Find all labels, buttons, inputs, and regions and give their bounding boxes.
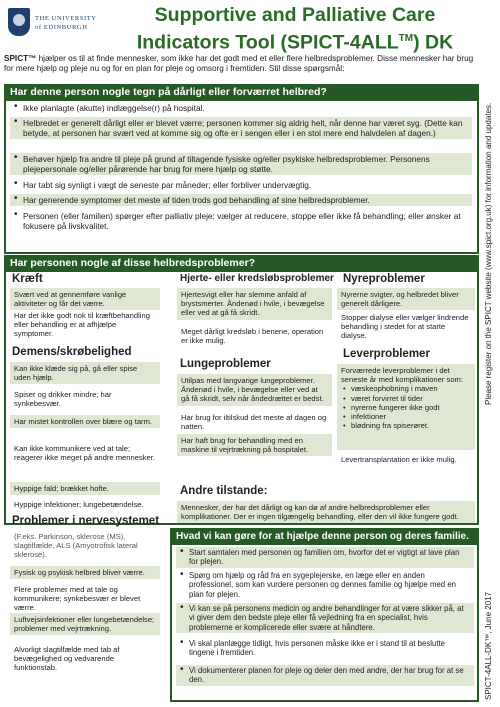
section3-heading: Hvad vi kan gøre for at hjælpe denne person og deres familie. bbox=[170, 528, 479, 545]
demens-item: Hyppige infektioner; lungebetændelse. bbox=[14, 500, 144, 509]
andre-text: Mennesker, der har det dårligt og kan dø af andre helbredsproblemer eller komplikationer. Der er ingen tilgængelig behandling, eller den vil ikke fungere godt. bbox=[177, 501, 475, 523]
lever-extra: Levertransplantation er ikke mulig. bbox=[341, 455, 457, 464]
lever-intro: Forværrede leverproblemer i det seneste år med komplikationer som: bbox=[341, 366, 463, 385]
title-line2-suffix: ) DK bbox=[413, 31, 454, 54]
nyre-item: Stopper dialyse eller vælger lindrende behandling i stedet for at starte dialyse. bbox=[341, 313, 469, 341]
lunge-heading: Lungeproblemer bbox=[180, 358, 271, 370]
lunge-item: Utilpas med langvarige lungeproblemer. Åndenød i hvile, i bevægelse eller ved at gå få skridt, selv når åndedrættet er bedst. bbox=[177, 374, 332, 406]
section1-item: • Personen (eller familien) spørger efter palliativ pleje; vælger at reducere, stoppe eller ikke få behandling; eller ønsker at fokusere på livskvalitet. bbox=[10, 210, 472, 232]
nyre-heading: Nyreproblemer bbox=[343, 273, 425, 285]
section3-item: • Start samtalen med personen og familien om, hvorfor det er vigtigt at lave plan for plejen. bbox=[176, 547, 474, 568]
intro-body: hjælper os til at finde mennesker, som ikke har det godt med et eller flere helbredsproblemer. Disse mennesker har brug for mere hjælp og pleje nu og for en plan for pleje og omsorg i fremtiden. Stil disse spørgsmål: bbox=[4, 54, 474, 73]
lever-heading: Leverproblemer bbox=[343, 348, 430, 360]
lever-bullet: • blødning fra spiserøret. bbox=[351, 421, 471, 430]
section3-item: • Vi skal planlægge tidligt, hvis personen måske ikke er i stand til at beslutte tingene i fremtiden. bbox=[176, 638, 474, 659]
title-line2 bbox=[110, 27, 480, 55]
university-logo bbox=[8, 8, 108, 48]
lever-box bbox=[337, 364, 475, 450]
kraeft-item: Har det ikke godt nok til kræftbehandling eller behandling er at afhjælpe symptomer. bbox=[14, 311, 150, 339]
section1-item: • Behøver hjælp fra andre til pleje på grund af tiltagende fysiske og/eller psykiske helbredsproblemer. Personens plejepersonale og/eller pårørende har brug for mere hjælp og støtte. bbox=[10, 153, 472, 175]
nerve-subtitle: (F.eks. Parkinson, sklerose (MS), slagtilfælde, ALS (Amyotrofisk lateral sklerose). bbox=[14, 532, 138, 560]
hjerte-item: Hjertesvigt eller har slemme anfald af brystsmerter. Åndenød i hvile, i bevægelse eller ved at gå få skridt. bbox=[177, 288, 332, 320]
section1-item: • Ikke planlagte (akutte) indlæggelse(r) på hospital. bbox=[10, 102, 472, 114]
title-line1: Supportive and Palliative Care bbox=[154, 4, 436, 26]
nerve-item: Alvorligt slagtilfælde med tab af bevægelighed og vedvarende funktionstab. bbox=[14, 645, 120, 673]
demens-item: Spiser og drikker mindre; har synkebesvær. bbox=[14, 390, 112, 409]
lever-bullet: • været forvirret til tider bbox=[351, 394, 471, 403]
university-name-line1: THE UNIVERSITY bbox=[35, 15, 97, 22]
demens-item: Kan ikke klæde sig på, gå eller spise uden hjælp. bbox=[10, 362, 160, 384]
lever-bullet: • væskeophobning i maven bbox=[351, 384, 471, 393]
demens-item: Kan ikke kommunikere ved at tale; reagerer ikke meget på andre mennesker. bbox=[14, 444, 155, 463]
hjerte-heading: Hjerte- eller kredsløbsproblemer bbox=[180, 273, 334, 284]
section1-item: • Helbredet er generelt dårligt eller er blevet værre; personen kommer sig aldrig helt, når denne har været syg. (Dette kan betyde, at personen har svært ved at komme sig og ofte er i sengen eller i en stol mere end halvdelen af dagen.) bbox=[10, 117, 472, 139]
section3-item: • Vi dokumenterer planen for pleje og deler den med andre, der har brug for at se den. bbox=[176, 665, 474, 686]
side-register-text: Please register on the SPICT website (www.spict.org.uk) for information and updates. bbox=[484, 102, 493, 405]
section3-item: • Vi kan se på personens medicin og andre behandlinger for at være sikker på, at vi giver dem den bedste pleje eller få vejledning fra en specialist, hvis problemerne er komplicerede eller svære at håndtere. bbox=[176, 603, 474, 633]
title-line2-main: Indicators Tool (SPICT-4ALL bbox=[136, 31, 399, 54]
nerve-heading: Problemer i nervesystemet bbox=[12, 515, 160, 527]
side-version-text: SPICT-4ALL-DK™, June 2017 bbox=[484, 591, 493, 700]
intro-text bbox=[4, 54, 480, 74]
kraeft-item: Svært ved at gennemføre vanlige aktiviteter og får det værre. bbox=[10, 288, 160, 310]
kraeft-heading: Kræft bbox=[12, 273, 43, 285]
demens-item: Hyppige fald; brækket hofte. bbox=[10, 482, 160, 495]
crest-icon bbox=[8, 8, 30, 36]
section1-item: • Har tabt sig synligt i vægt de seneste par måneder; eller forbliver undervægtig. bbox=[10, 179, 472, 191]
nerve-item: Luftvejsinfektioner eller lungebetændelse; problemer med vejrtrækning. bbox=[10, 613, 160, 635]
lever-bullet: • infektioner bbox=[351, 412, 471, 421]
demens-item: Har mistet kontrollen over blære og tarm. bbox=[10, 415, 160, 428]
section2-heading: Har personen nogle af disse helbredsproblemer? bbox=[4, 255, 479, 272]
side-text bbox=[482, 20, 496, 700]
nyre-item: Nyrerne svigter, og helbredet bliver generelt dårligere. bbox=[337, 288, 475, 310]
lever-list bbox=[341, 384, 471, 430]
section1-heading: Har denne person nogle tegn på dårligt eller forværret helbred? bbox=[4, 84, 479, 101]
page-title bbox=[110, 4, 480, 55]
lunge-item: Har brug for iltilskud det meste af dagen og natten. bbox=[181, 413, 327, 432]
nerve-item: Fysisk og psykisk helbred bliver værre. bbox=[10, 566, 160, 579]
lunge-item: Har haft brug for behandling med en maskine til vejrtrækning på hospitalet. bbox=[177, 434, 332, 456]
university-name-line2: of EDINBURGH bbox=[35, 24, 88, 31]
section1-item: • Har generende symptomer det meste af tiden trods god behandling af sine helbredsproblemer. bbox=[10, 194, 472, 206]
intro-lead: SPICT™ bbox=[4, 54, 37, 63]
demens-heading: Demens/skrøbelighed bbox=[12, 346, 132, 358]
lever-bullet: • nyrerne fungerer ikke godt bbox=[351, 403, 471, 412]
section3-item: • Spørg om hjælp og råd fra en sygeplejerske, en læge eller en anden professionel, som kan vurdere personen og dennes familie og hjælpe med en plan for plejen. bbox=[176, 570, 474, 600]
hjerte-item: Meget dårligt kredsløb i benene, operation er ikke mulig. bbox=[181, 327, 324, 346]
title-trademark: TM bbox=[398, 33, 414, 44]
nerve-item: Flere problemer med at tale og kommunikere; synkebesvær er blevet værre. bbox=[14, 585, 141, 613]
andre-heading: Andre tilstande: bbox=[180, 485, 268, 497]
